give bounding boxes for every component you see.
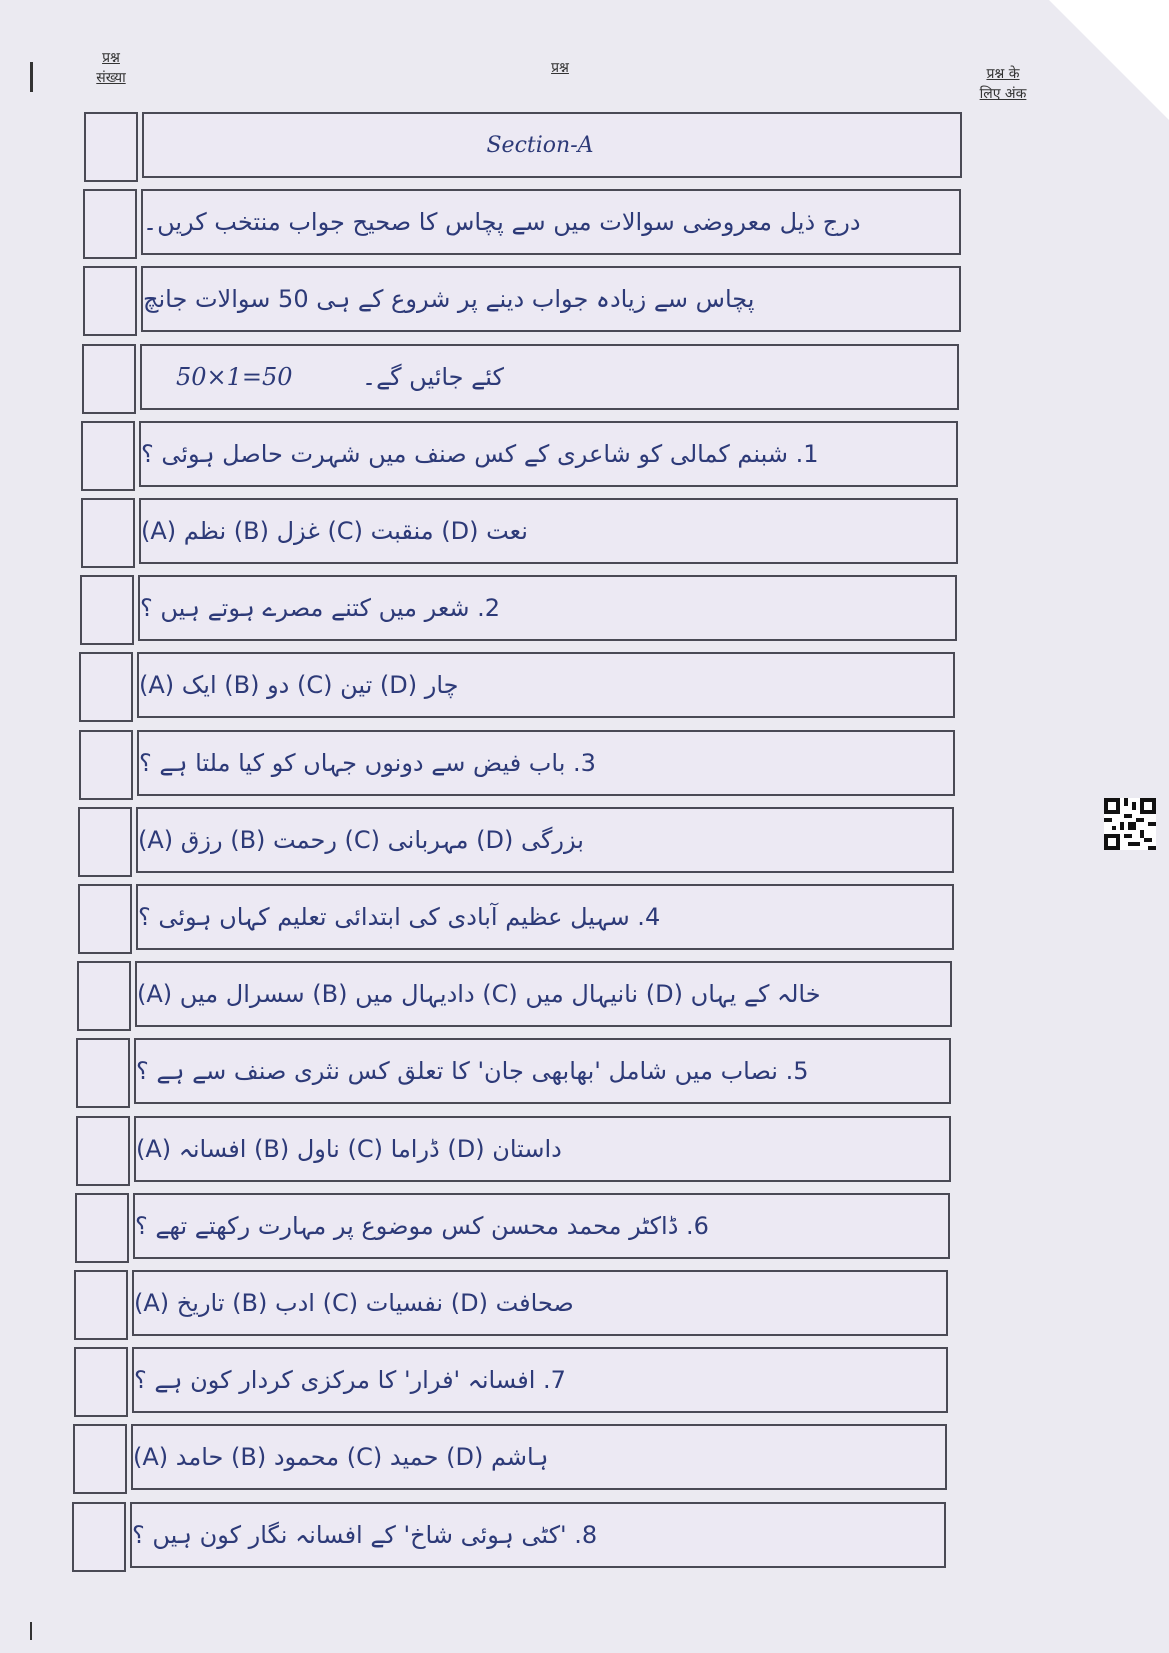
grid-row bbox=[83, 189, 961, 257]
grid-row bbox=[81, 498, 958, 566]
question-text: 4. سہیل عظیم آبادی کی ابتدائی تعلیم کہاں ہوئی ؟ bbox=[138, 903, 661, 931]
folded-corner bbox=[1049, 0, 1169, 120]
question-cell bbox=[135, 961, 952, 1027]
question-cell bbox=[131, 1424, 947, 1490]
question-text: 1. شبنم کمالی کو شاعری کے کس صنف میں شہرت حاصل ہوئی ؟ bbox=[141, 440, 819, 468]
question-number-cell bbox=[73, 1424, 127, 1494]
header-question-number bbox=[86, 48, 136, 88]
question-cell bbox=[137, 730, 955, 796]
question-number-cell bbox=[84, 112, 138, 182]
grid-row bbox=[74, 1347, 948, 1415]
question-number-cell bbox=[82, 344, 136, 414]
grid-row bbox=[74, 1270, 948, 1338]
question-options: (A) تاریخ (B) ادب (C) نفسیات (D) صحافت bbox=[134, 1289, 574, 1317]
question-number-cell bbox=[83, 189, 137, 259]
question-cell bbox=[130, 1502, 946, 1568]
instruction-line: پچاس سے زیادہ جواب دینے پر شروع کے ہی 50 سوالات جانچ bbox=[143, 285, 755, 313]
grid-row bbox=[83, 266, 961, 334]
grid-row bbox=[78, 884, 954, 952]
question-cell bbox=[132, 1270, 948, 1336]
question-text: 5. نصاب میں شامل 'بھابھی جان' کا تعلق کس نثری صنف سے ہے ؟ bbox=[136, 1057, 809, 1085]
header-marks bbox=[968, 64, 1038, 104]
question-number-cell bbox=[72, 1502, 126, 1572]
question-text: 7. افسانہ 'فرار' کا مرکزی کردار کون ہے ؟ bbox=[134, 1366, 566, 1394]
section-title: Section-A bbox=[486, 132, 594, 158]
instruction-line: کئے جائیں گے۔ bbox=[362, 363, 504, 391]
question-number-cell bbox=[75, 1193, 129, 1263]
grid-row bbox=[77, 961, 952, 1029]
header-marks-line2: लिए अंक bbox=[979, 86, 1027, 102]
question-number-cell bbox=[81, 498, 135, 568]
question-cell bbox=[139, 498, 958, 564]
question-cell bbox=[141, 266, 961, 332]
question-cell bbox=[138, 575, 957, 641]
header-question-number-line1: प्रश्न bbox=[102, 50, 120, 66]
grid-row bbox=[75, 1193, 950, 1261]
question-number-cell bbox=[79, 730, 133, 800]
grid-row bbox=[73, 1424, 947, 1492]
question-text: 3. باب فیض سے دونوں جہاں کو کیا ملتا ہے ؟ bbox=[139, 749, 596, 777]
question-cell bbox=[132, 1347, 948, 1413]
grid-row bbox=[80, 575, 957, 643]
question-number-cell bbox=[76, 1038, 130, 1108]
grid-row bbox=[79, 730, 955, 798]
question-number-cell bbox=[81, 421, 135, 491]
question-number-cell bbox=[79, 652, 133, 722]
margin-mark bbox=[30, 62, 33, 92]
grid-row bbox=[76, 1116, 951, 1184]
question-cell bbox=[136, 807, 954, 873]
qr-code-icon bbox=[1104, 798, 1156, 850]
question-cell bbox=[139, 421, 958, 487]
question-number-cell bbox=[83, 266, 137, 336]
question-text: 6. ڈاکٹر محمد محسن کس موضوع پر مہارت رکھتے تھے ؟ bbox=[135, 1212, 709, 1240]
question-cell bbox=[134, 1116, 951, 1182]
question-cell bbox=[140, 344, 959, 410]
question-options: (A) حامد (B) محمود (C) حمید (D) ہاشم bbox=[133, 1443, 549, 1471]
instruction-line: درج ذیل معروضی سوالات میں سے پچاس کا صحیح جواب منتخب کریں۔ bbox=[143, 208, 861, 236]
grid-row bbox=[72, 1502, 946, 1570]
question-cell bbox=[136, 884, 954, 950]
question-number-cell bbox=[74, 1270, 128, 1340]
question-number-cell bbox=[74, 1347, 128, 1417]
question-options: (A) ایک (B) دو (C) تین (D) چار bbox=[139, 671, 459, 699]
question-options: (A) سسرال میں (B) دادیہال میں (C) نانیہال میں (D) خالہ کے یہاں bbox=[137, 980, 821, 1008]
marks-formula: 50×1=50 bbox=[176, 363, 293, 391]
question-cell bbox=[134, 1038, 951, 1104]
question-options: (A) افسانہ (B) ناول (C) ڈراما (D) داستان bbox=[136, 1135, 562, 1163]
question-number-cell bbox=[78, 807, 132, 877]
question-cell bbox=[133, 1193, 950, 1259]
grid-row bbox=[76, 1038, 951, 1106]
grid-row bbox=[78, 807, 954, 875]
question-number-cell bbox=[76, 1116, 130, 1186]
question-cell bbox=[142, 112, 962, 178]
grid-row bbox=[81, 421, 958, 489]
question-number-cell bbox=[80, 575, 134, 645]
question-text: 2. شعر میں کتنے مصرے ہوتے ہیں ؟ bbox=[140, 594, 501, 622]
question-number-cell bbox=[77, 961, 131, 1031]
question-number-cell bbox=[78, 884, 132, 954]
header-question-number-line2: संख्या bbox=[96, 70, 126, 86]
header-question: प्रश्न bbox=[551, 60, 569, 76]
question-cell bbox=[137, 652, 955, 718]
question-options: (A) رزق (B) رحمت (C) مہربانی (D) بزرگی bbox=[138, 826, 584, 854]
grid-row bbox=[79, 652, 955, 720]
grid-row bbox=[82, 344, 959, 412]
question-text: 8. 'کٹی ہوئی شاخ' کے افسانہ نگار کون ہیں ؟ bbox=[132, 1521, 598, 1549]
margin-mark bbox=[30, 1622, 32, 1640]
header-marks-line1: प्रश्न के bbox=[986, 66, 1020, 82]
grid-row bbox=[84, 112, 962, 180]
question-cell bbox=[141, 189, 961, 255]
question-options: (A) نظم (B) غزل (C) منقبت (D) نعت bbox=[141, 517, 528, 545]
